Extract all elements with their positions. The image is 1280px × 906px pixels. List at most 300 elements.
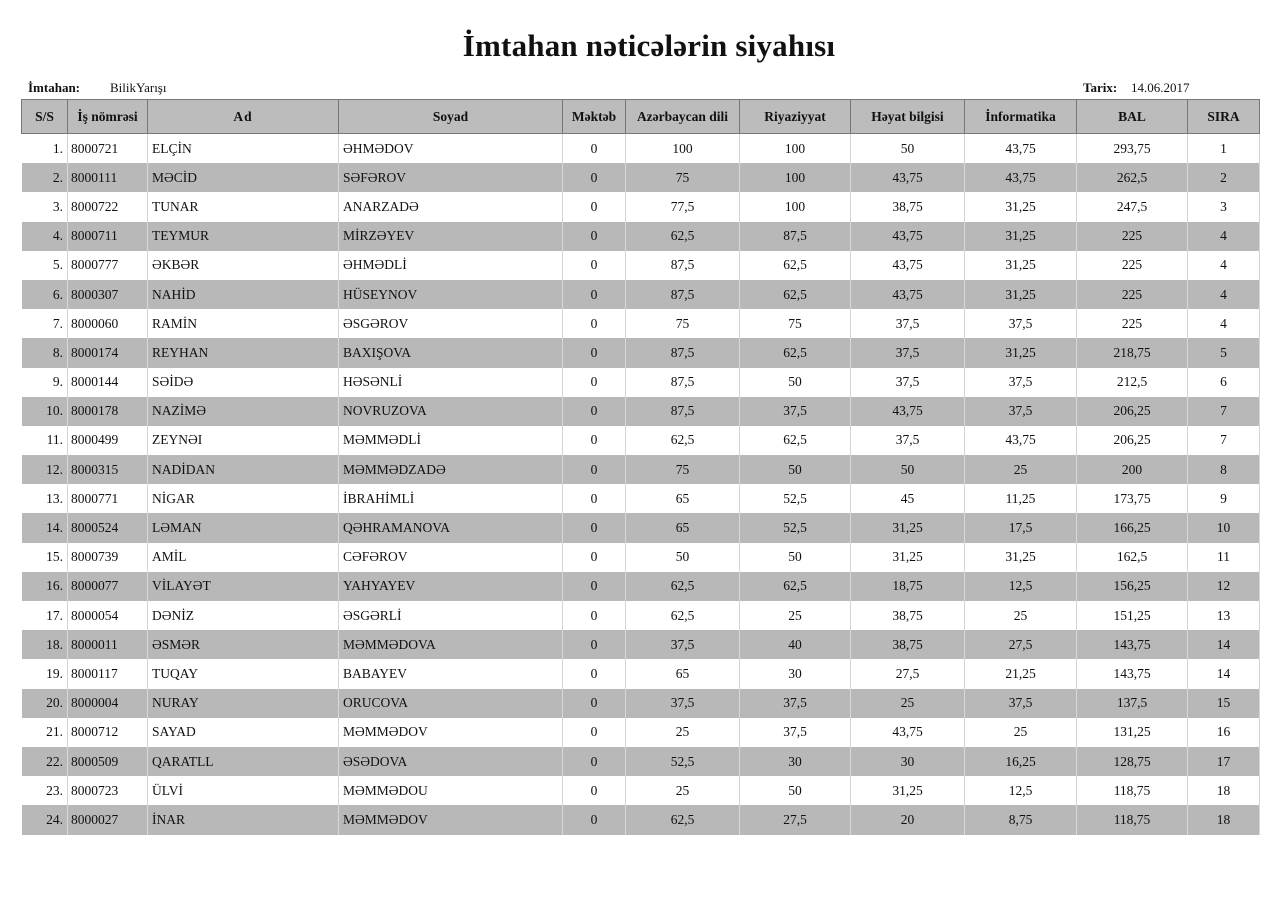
cell-total-score: 212,5: [1077, 368, 1188, 397]
cell-informatics-score: 37,5: [965, 397, 1077, 426]
cell-rank: 14: [1188, 659, 1260, 688]
cell-informatics-score: 12,5: [965, 572, 1077, 601]
cell-math-score: 100: [740, 134, 851, 164]
cell-total-score: 218,75: [1077, 338, 1188, 367]
cell-school: 0: [563, 630, 626, 659]
cell-surname: CƏFƏROV: [339, 543, 563, 572]
cell-surname: HƏSƏNLİ: [339, 368, 563, 397]
cell-rank: 1: [1188, 134, 1260, 164]
table-row: [22, 397, 1260, 426]
cell-total-score: 118,75: [1077, 805, 1188, 834]
cell-work-number: 8000499: [68, 426, 148, 455]
cell-total-score: 118,75: [1077, 776, 1188, 805]
header-rank: SIRA: [1188, 100, 1260, 134]
cell-life-science-score: 31,25: [851, 543, 965, 572]
cell-first-name: NURAY: [148, 689, 339, 718]
cell-school: 0: [563, 659, 626, 688]
cell-total-score: 166,25: [1077, 513, 1188, 542]
cell-work-number: 8000524: [68, 513, 148, 542]
cell-surname: BABAYEV: [339, 659, 563, 688]
cell-life-science-score: 38,75: [851, 192, 965, 221]
cell-azerbaijani-score: 65: [626, 659, 740, 688]
cell-row-number: 23.: [22, 776, 68, 805]
cell-informatics-score: 31,25: [965, 543, 1077, 572]
cell-surname: MƏMMƏDZADƏ: [339, 455, 563, 484]
cell-surname: HÜSEYNOV: [339, 280, 563, 309]
cell-school: 0: [563, 513, 626, 542]
cell-school: 0: [563, 368, 626, 397]
cell-life-science-score: 43,75: [851, 280, 965, 309]
cell-first-name: TUNAR: [148, 192, 339, 221]
cell-informatics-score: 25: [965, 455, 1077, 484]
cell-first-name: TUQAY: [148, 659, 339, 688]
cell-informatics-score: 31,25: [965, 251, 1077, 280]
cell-school: 0: [563, 309, 626, 338]
cell-work-number: 8000315: [68, 455, 148, 484]
cell-surname: ƏSGƏROV: [339, 309, 563, 338]
cell-life-science-score: 50: [851, 455, 965, 484]
cell-first-name: NAZİMƏ: [148, 397, 339, 426]
cell-rank: 12: [1188, 572, 1260, 601]
cell-rank: 4: [1188, 309, 1260, 338]
cell-work-number: 8000004: [68, 689, 148, 718]
cell-work-number: 8000178: [68, 397, 148, 426]
cell-life-science-score: 43,75: [851, 222, 965, 251]
cell-row-number: 17.: [22, 601, 68, 630]
cell-school: 0: [563, 338, 626, 367]
cell-rank: 3: [1188, 192, 1260, 221]
cell-surname: İBRAHİMLİ: [339, 484, 563, 513]
cell-total-score: 225: [1077, 280, 1188, 309]
cell-azerbaijani-score: 62,5: [626, 572, 740, 601]
cell-work-number: 8000509: [68, 747, 148, 776]
table-row: [22, 222, 1260, 251]
cell-math-score: 50: [740, 455, 851, 484]
table-row: [22, 368, 1260, 397]
cell-math-score: 62,5: [740, 280, 851, 309]
cell-life-science-score: 18,75: [851, 572, 965, 601]
cell-school: 0: [563, 397, 626, 426]
cell-rank: 16: [1188, 718, 1260, 747]
cell-life-science-score: 38,75: [851, 601, 965, 630]
cell-school: 0: [563, 718, 626, 747]
date-label: Tarix:: [1083, 80, 1118, 95]
cell-row-number: 18.: [22, 630, 68, 659]
header-work-number: İş nömrəsi: [68, 100, 148, 134]
cell-work-number: 8000307: [68, 280, 148, 309]
cell-total-score: 225: [1077, 309, 1188, 338]
cell-informatics-score: 25: [965, 601, 1077, 630]
cell-first-name: VİLAYƏT: [148, 572, 339, 601]
cell-first-name: ELÇİN: [148, 134, 339, 164]
table-row: [22, 309, 1260, 338]
cell-informatics-score: 31,25: [965, 192, 1077, 221]
cell-row-number: 9.: [22, 368, 68, 397]
cell-total-score: 156,25: [1077, 572, 1188, 601]
cell-azerbaijani-score: 25: [626, 718, 740, 747]
cell-azerbaijani-score: 62,5: [626, 805, 740, 834]
cell-rank: 4: [1188, 251, 1260, 280]
header-azerbaijani: Azərbaycan dili: [626, 100, 740, 134]
cell-school: 0: [563, 455, 626, 484]
exam-value: BilikYarışı: [110, 80, 167, 95]
cell-work-number: 8000712: [68, 718, 148, 747]
cell-school: 0: [563, 134, 626, 164]
cell-first-name: ZEYNƏI: [148, 426, 339, 455]
cell-rank: 13: [1188, 601, 1260, 630]
cell-azerbaijani-score: 87,5: [626, 397, 740, 426]
cell-row-number: 13.: [22, 484, 68, 513]
cell-life-science-score: 31,25: [851, 513, 965, 542]
cell-surname: MƏMMƏDOU: [339, 776, 563, 805]
cell-row-number: 21.: [22, 718, 68, 747]
cell-life-science-score: 45: [851, 484, 965, 513]
cell-row-number: 12.: [22, 455, 68, 484]
cell-work-number: 8000027: [68, 805, 148, 834]
cell-azerbaijani-score: 62,5: [626, 601, 740, 630]
cell-surname: MİRZƏYEV: [339, 222, 563, 251]
cell-life-science-score: 20: [851, 805, 965, 834]
cell-azerbaijani-score: 50: [626, 543, 740, 572]
cell-math-score: 100: [740, 163, 851, 192]
cell-school: 0: [563, 280, 626, 309]
cell-math-score: 27,5: [740, 805, 851, 834]
cell-rank: 5: [1188, 338, 1260, 367]
cell-math-score: 52,5: [740, 484, 851, 513]
cell-informatics-score: 17,5: [965, 513, 1077, 542]
cell-azerbaijani-score: 62,5: [626, 426, 740, 455]
cell-informatics-score: 37,5: [965, 368, 1077, 397]
cell-school: 0: [563, 805, 626, 834]
cell-rank: 14: [1188, 630, 1260, 659]
exam-info: [28, 80, 166, 96]
cell-life-science-score: 37,5: [851, 338, 965, 367]
cell-math-score: 75: [740, 309, 851, 338]
cell-total-score: 128,75: [1077, 747, 1188, 776]
cell-row-number: 5.: [22, 251, 68, 280]
cell-surname: NOVRUZOVA: [339, 397, 563, 426]
cell-surname: MƏMMƏDOV: [339, 718, 563, 747]
header-score: BAL: [1077, 100, 1188, 134]
cell-informatics-score: 21,25: [965, 659, 1077, 688]
cell-rank: 11: [1188, 543, 1260, 572]
cell-life-science-score: 27,5: [851, 659, 965, 688]
cell-first-name: SƏİDƏ: [148, 368, 339, 397]
cell-math-score: 37,5: [740, 718, 851, 747]
header-informatics: İnformatika: [965, 100, 1077, 134]
cell-rank: 4: [1188, 280, 1260, 309]
cell-life-science-score: 43,75: [851, 251, 965, 280]
header-math: Riyaziyyat: [740, 100, 851, 134]
table-row: [22, 163, 1260, 192]
table-row: [22, 601, 1260, 630]
cell-azerbaijani-score: 62,5: [626, 222, 740, 251]
cell-first-name: NAHİD: [148, 280, 339, 309]
cell-work-number: 8000711: [68, 222, 148, 251]
cell-school: 0: [563, 543, 626, 572]
cell-work-number: 8000117: [68, 659, 148, 688]
cell-school: 0: [563, 222, 626, 251]
table-row: [22, 659, 1260, 688]
cell-school: 0: [563, 572, 626, 601]
cell-work-number: 8000111: [68, 163, 148, 192]
cell-first-name: İNAR: [148, 805, 339, 834]
table-row: [22, 455, 1260, 484]
cell-work-number: 8000077: [68, 572, 148, 601]
cell-school: 0: [563, 192, 626, 221]
cell-first-name: MƏCİD: [148, 163, 339, 192]
cell-life-science-score: 37,5: [851, 426, 965, 455]
cell-azerbaijani-score: 65: [626, 513, 740, 542]
cell-math-score: 62,5: [740, 251, 851, 280]
cell-first-name: AMİL: [148, 543, 339, 572]
cell-azerbaijani-score: 100: [626, 134, 740, 164]
cell-informatics-score: 43,75: [965, 134, 1077, 164]
page-title: İmtahan nəticələrin siyahısı: [462, 28, 836, 63]
cell-informatics-score: 12,5: [965, 776, 1077, 805]
table-row: [22, 572, 1260, 601]
cell-azerbaijani-score: 75: [626, 455, 740, 484]
cell-surname: ƏSƏDOVA: [339, 747, 563, 776]
cell-surname: MƏMMƏDOV: [339, 805, 563, 834]
cell-rank: 7: [1188, 426, 1260, 455]
cell-first-name: TEYMUR: [148, 222, 339, 251]
date-info: [1083, 80, 1190, 96]
cell-life-science-score: 43,75: [851, 397, 965, 426]
table-row: [22, 776, 1260, 805]
cell-azerbaijani-score: 52,5: [626, 747, 740, 776]
cell-work-number: 8000011: [68, 630, 148, 659]
cell-row-number: 16.: [22, 572, 68, 601]
cell-row-number: 2.: [22, 163, 68, 192]
cell-school: 0: [563, 484, 626, 513]
cell-surname: ƏHMƏDOV: [339, 134, 563, 164]
cell-total-score: 162,5: [1077, 543, 1188, 572]
cell-life-science-score: 50: [851, 134, 965, 164]
cell-school: 0: [563, 747, 626, 776]
cell-life-science-score: 30: [851, 747, 965, 776]
cell-work-number: 8000144: [68, 368, 148, 397]
cell-azerbaijani-score: 65: [626, 484, 740, 513]
cell-rank: 18: [1188, 805, 1260, 834]
cell-row-number: 8.: [22, 338, 68, 367]
cell-azerbaijani-score: 77,5: [626, 192, 740, 221]
cell-total-score: 143,75: [1077, 659, 1188, 688]
cell-work-number: 8000771: [68, 484, 148, 513]
cell-school: 0: [563, 163, 626, 192]
cell-total-score: 247,5: [1077, 192, 1188, 221]
cell-informatics-score: 37,5: [965, 309, 1077, 338]
cell-row-number: 14.: [22, 513, 68, 542]
cell-surname: ORUCOVA: [339, 689, 563, 718]
cell-life-science-score: 37,5: [851, 368, 965, 397]
cell-surname: SƏFƏROV: [339, 163, 563, 192]
cell-informatics-score: 31,25: [965, 338, 1077, 367]
cell-first-name: SAYAD: [148, 718, 339, 747]
cell-work-number: 8000739: [68, 543, 148, 572]
cell-surname: ANARZADƏ: [339, 192, 563, 221]
cell-total-score: 225: [1077, 222, 1188, 251]
cell-work-number: 8000721: [68, 134, 148, 164]
cell-first-name: NİGAR: [148, 484, 339, 513]
cell-life-science-score: 43,75: [851, 718, 965, 747]
results-table: [21, 99, 1260, 835]
cell-informatics-score: 27,5: [965, 630, 1077, 659]
cell-rank: 18: [1188, 776, 1260, 805]
cell-school: 0: [563, 776, 626, 805]
cell-total-score: 143,75: [1077, 630, 1188, 659]
cell-rank: 7: [1188, 397, 1260, 426]
cell-math-score: 37,5: [740, 689, 851, 718]
cell-life-science-score: 43,75: [851, 163, 965, 192]
cell-informatics-score: 43,75: [965, 163, 1077, 192]
cell-row-number: 6.: [22, 280, 68, 309]
cell-life-science-score: 31,25: [851, 776, 965, 805]
cell-total-score: 137,5: [1077, 689, 1188, 718]
cell-total-score: 262,5: [1077, 163, 1188, 192]
cell-informatics-score: 31,25: [965, 222, 1077, 251]
table-row: [22, 513, 1260, 542]
cell-azerbaijani-score: 37,5: [626, 689, 740, 718]
cell-informatics-score: 25: [965, 718, 1077, 747]
table-row: [22, 805, 1260, 834]
cell-math-score: 37,5: [740, 397, 851, 426]
cell-math-score: 30: [740, 659, 851, 688]
table-row: [22, 338, 1260, 367]
cell-life-science-score: 38,75: [851, 630, 965, 659]
cell-first-name: ƏKBƏR: [148, 251, 339, 280]
table-row: [22, 747, 1260, 776]
cell-row-number: 20.: [22, 689, 68, 718]
cell-informatics-score: 31,25: [965, 280, 1077, 309]
cell-rank: 9: [1188, 484, 1260, 513]
cell-azerbaijani-score: 87,5: [626, 280, 740, 309]
cell-row-number: 3.: [22, 192, 68, 221]
cell-work-number: 8000722: [68, 192, 148, 221]
header-school: Məktəb: [563, 100, 626, 134]
header-life-science: Həyat bilgisi: [851, 100, 965, 134]
cell-math-score: 40: [740, 630, 851, 659]
cell-azerbaijani-score: 25: [626, 776, 740, 805]
table-row: [22, 251, 1260, 280]
table-row: [22, 280, 1260, 309]
cell-work-number: 8000054: [68, 601, 148, 630]
cell-school: 0: [563, 601, 626, 630]
cell-azerbaijani-score: 37,5: [626, 630, 740, 659]
cell-math-score: 50: [740, 543, 851, 572]
cell-rank: 10: [1188, 513, 1260, 542]
date-value: 14.06.2017: [1131, 80, 1190, 95]
cell-row-number: 7.: [22, 309, 68, 338]
cell-school: 0: [563, 689, 626, 718]
cell-row-number: 15.: [22, 543, 68, 572]
cell-surname: ƏHMƏDLİ: [339, 251, 563, 280]
cell-azerbaijani-score: 75: [626, 309, 740, 338]
table-row: [22, 484, 1260, 513]
cell-azerbaijani-score: 87,5: [626, 368, 740, 397]
cell-work-number: 8000723: [68, 776, 148, 805]
cell-work-number: 8000777: [68, 251, 148, 280]
table-row: [22, 426, 1260, 455]
cell-informatics-score: 11,25: [965, 484, 1077, 513]
cell-rank: 6: [1188, 368, 1260, 397]
cell-total-score: 131,25: [1077, 718, 1188, 747]
header-ss: S/S: [22, 100, 68, 134]
cell-life-science-score: 25: [851, 689, 965, 718]
cell-informatics-score: 37,5: [965, 689, 1077, 718]
cell-first-name: ÜLVİ: [148, 776, 339, 805]
table-row: [22, 134, 1260, 164]
cell-azerbaijani-score: 87,5: [626, 338, 740, 367]
cell-row-number: 1.: [22, 134, 68, 164]
cell-total-score: 151,25: [1077, 601, 1188, 630]
cell-first-name: NADİDAN: [148, 455, 339, 484]
cell-school: 0: [563, 251, 626, 280]
cell-math-score: 30: [740, 747, 851, 776]
cell-math-score: 62,5: [740, 338, 851, 367]
cell-surname: QƏHRAMANOVA: [339, 513, 563, 542]
table-body: [22, 134, 1260, 835]
cell-informatics-score: 8,75: [965, 805, 1077, 834]
table-row: [22, 543, 1260, 572]
cell-total-score: 206,25: [1077, 397, 1188, 426]
cell-rank: 4: [1188, 222, 1260, 251]
cell-row-number: 22.: [22, 747, 68, 776]
cell-rank: 17: [1188, 747, 1260, 776]
cell-total-score: 293,75: [1077, 134, 1188, 164]
cell-row-number: 4.: [22, 222, 68, 251]
cell-life-science-score: 37,5: [851, 309, 965, 338]
cell-math-score: 52,5: [740, 513, 851, 542]
cell-math-score: 100: [740, 192, 851, 221]
cell-surname: MƏMMƏDOVA: [339, 630, 563, 659]
cell-row-number: 10.: [22, 397, 68, 426]
cell-math-score: 50: [740, 776, 851, 805]
cell-total-score: 200: [1077, 455, 1188, 484]
header-name: Ad: [148, 100, 339, 134]
cell-surname: ƏSGƏRLİ: [339, 601, 563, 630]
cell-total-score: 225: [1077, 251, 1188, 280]
cell-rank: 8: [1188, 455, 1260, 484]
cell-school: 0: [563, 426, 626, 455]
cell-row-number: 19.: [22, 659, 68, 688]
cell-informatics-score: 43,75: [965, 426, 1077, 455]
cell-first-name: ƏSMƏR: [148, 630, 339, 659]
cell-informatics-score: 16,25: [965, 747, 1077, 776]
table-row: [22, 718, 1260, 747]
table-row: [22, 689, 1260, 718]
cell-surname: YAHYAYEV: [339, 572, 563, 601]
cell-first-name: QARATLL: [148, 747, 339, 776]
cell-surname: MƏMMƏDLİ: [339, 426, 563, 455]
cell-surname: BAXIŞOVA: [339, 338, 563, 367]
cell-math-score: 62,5: [740, 426, 851, 455]
cell-azerbaijani-score: 87,5: [626, 251, 740, 280]
cell-first-name: DƏNİZ: [148, 601, 339, 630]
cell-first-name: LƏMAN: [148, 513, 339, 542]
cell-math-score: 50: [740, 368, 851, 397]
table-row: [22, 192, 1260, 221]
header-surname: Soyad: [339, 100, 563, 134]
cell-math-score: 25: [740, 601, 851, 630]
cell-total-score: 206,25: [1077, 426, 1188, 455]
cell-row-number: 24.: [22, 805, 68, 834]
cell-math-score: 87,5: [740, 222, 851, 251]
cell-total-score: 173,75: [1077, 484, 1188, 513]
cell-rank: 15: [1188, 689, 1260, 718]
cell-first-name: REYHAN: [148, 338, 339, 367]
cell-row-number: 11.: [22, 426, 68, 455]
